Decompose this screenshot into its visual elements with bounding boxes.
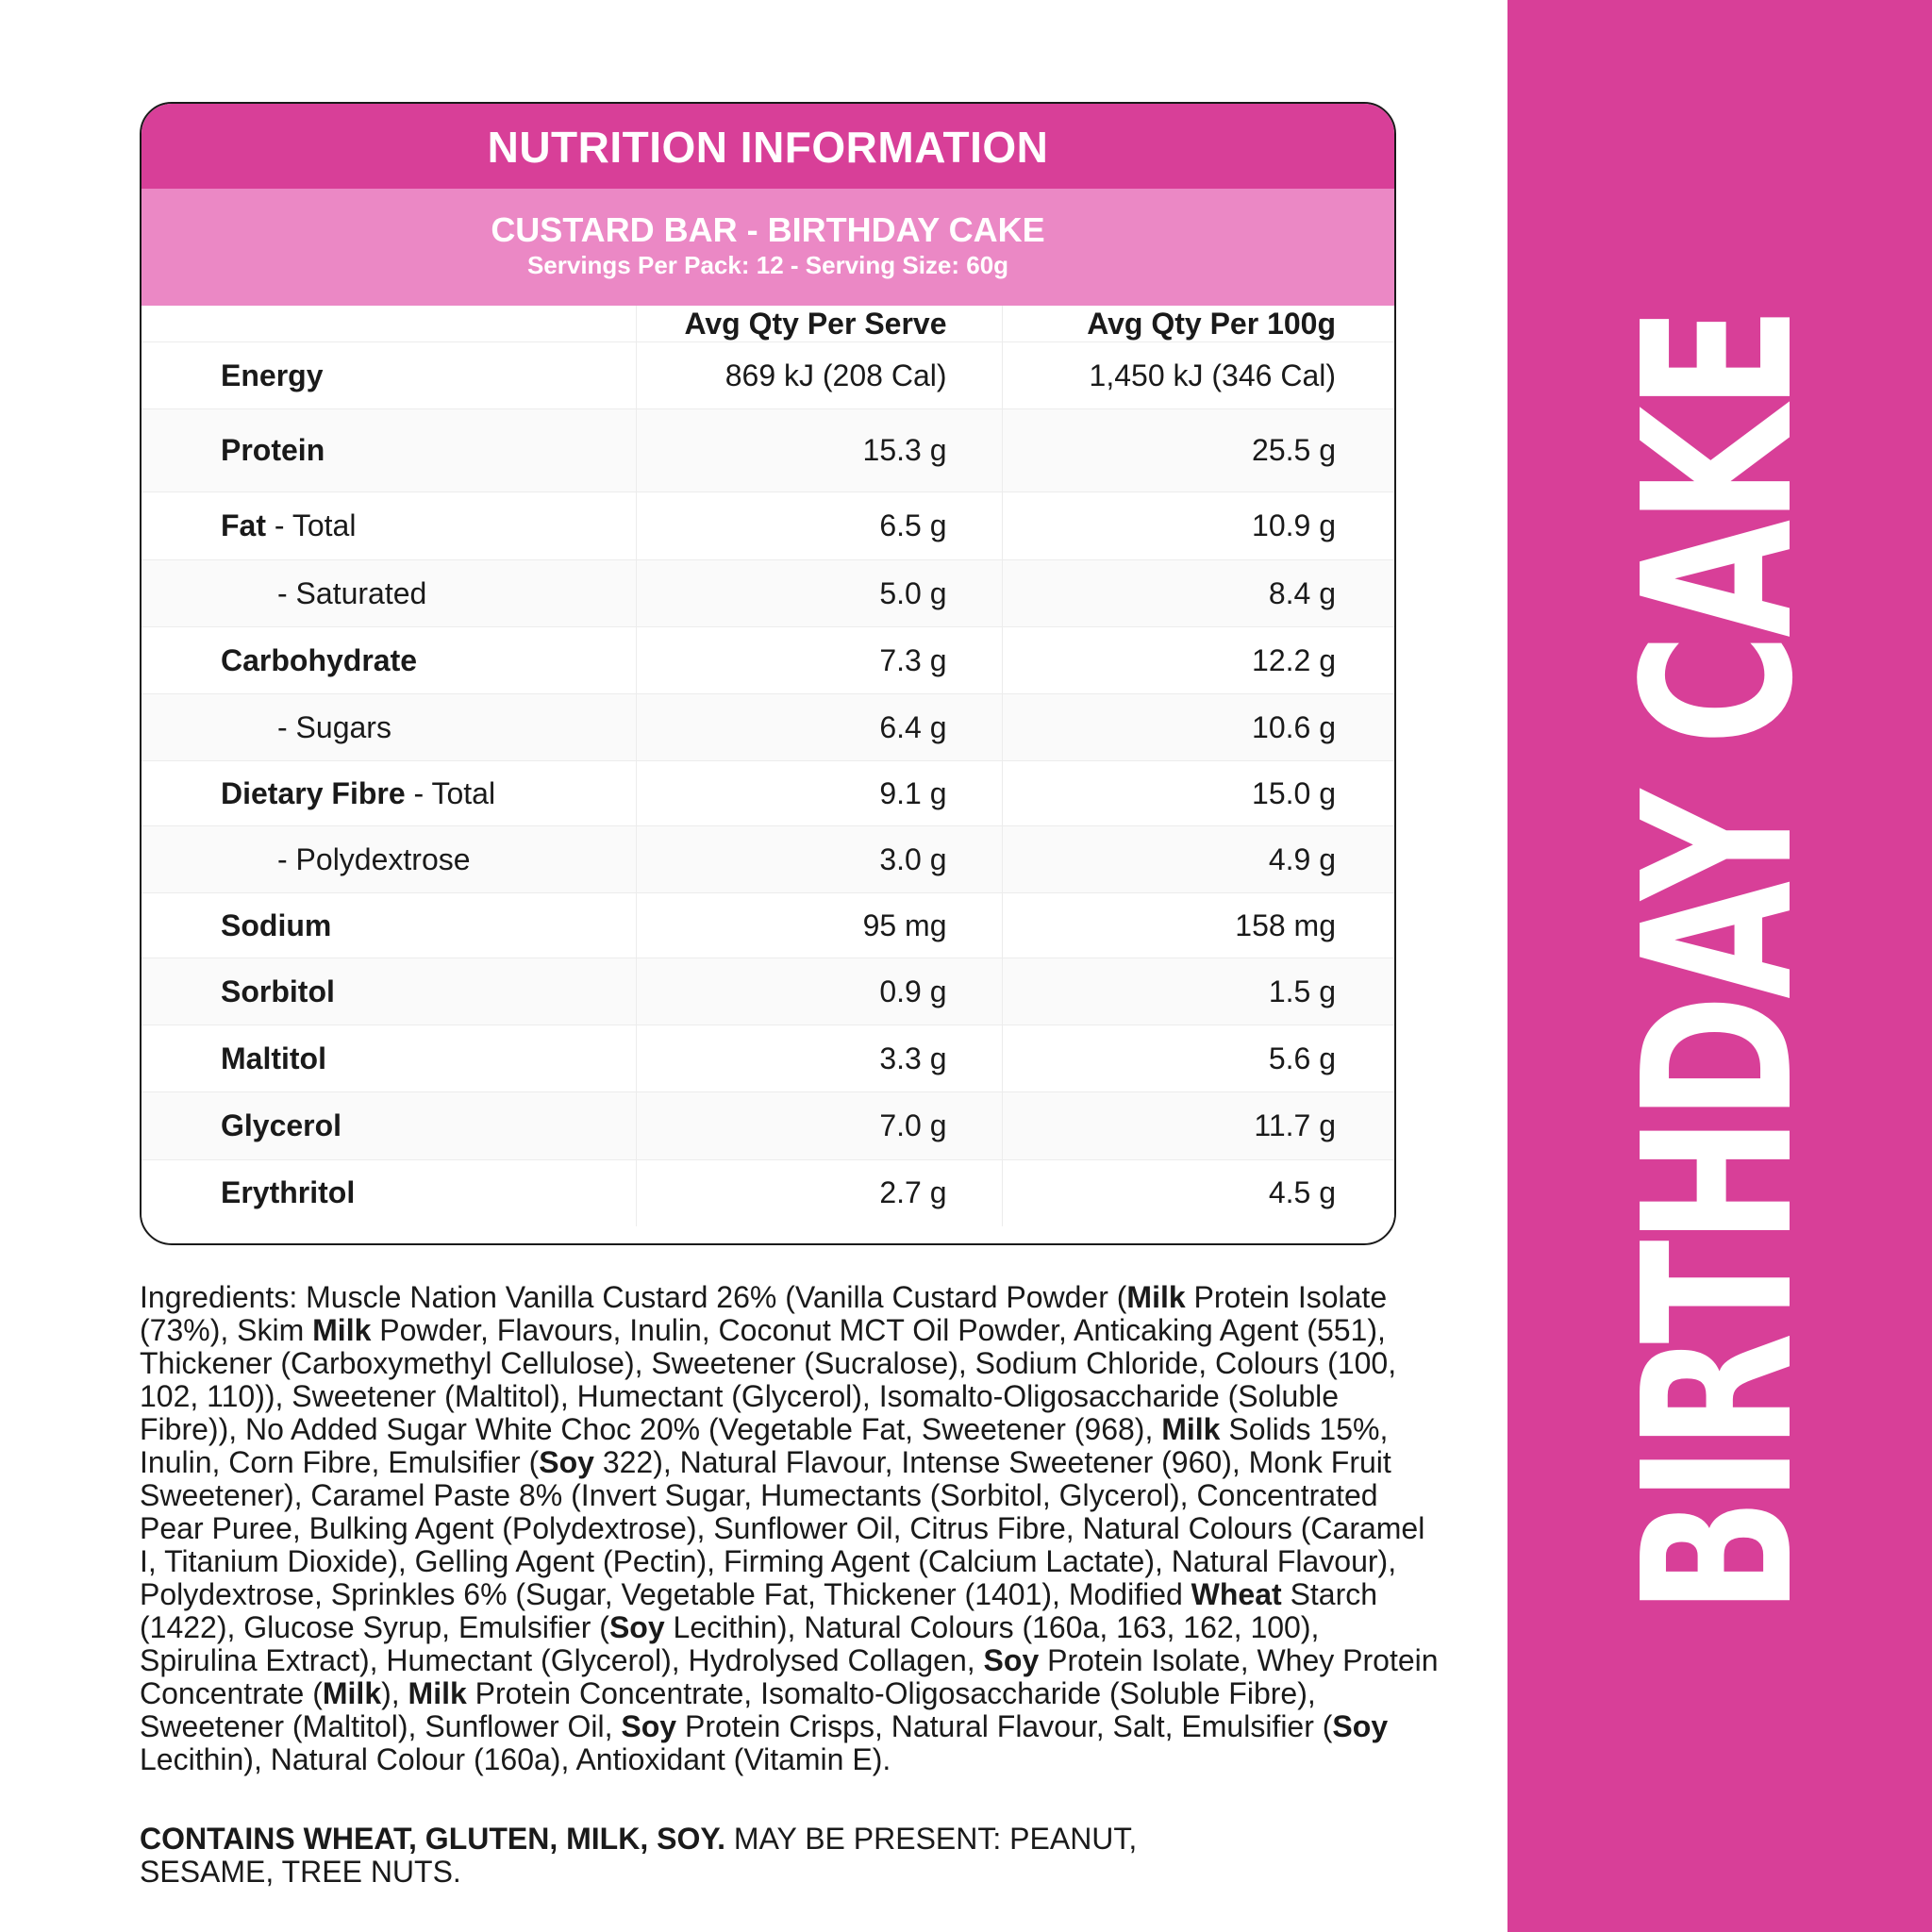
panel-title: NUTRITION INFORMATION (142, 104, 1394, 189)
value-per-serve: 6.5 g (636, 492, 1002, 560)
nutrient-row (142, 826, 1394, 893)
may-contain-allergens: MAY BE PRESENT: PEANUT, SESAME, TREE NUTS. (140, 1822, 1138, 1889)
nutrient-name (142, 627, 636, 694)
value-per-serve: 869 kJ (208 Cal) (636, 342, 1002, 409)
ingredient-segment: Protein Crisps, Natural Flavour, Salt, Emulsifier ( (676, 1709, 1333, 1743)
nutrient-name (142, 409, 636, 492)
nutrient-label: Protein (221, 433, 325, 467)
value-per-serve: 7.3 g (636, 627, 1002, 694)
ingredient-segment: Ingredients: Muscle Nation Vanilla Custard 26% (Vanilla Custard Powder ( (140, 1280, 1127, 1314)
nutrient-label: Energy (221, 358, 324, 392)
nutrient-name (142, 694, 636, 761)
nutrient-row (142, 560, 1394, 627)
nutrient-row (142, 893, 1394, 958)
nutrient-name (142, 1025, 636, 1092)
allergen-word: Milk (1161, 1412, 1221, 1446)
ingredient-segment: Protein Isolate, Whey Protein Concentrate ( (140, 1643, 1439, 1710)
ingredient-segment: Protein Concentrate, Isomalto-Oligosaccharide (Soluble Fibre), Sweetener (Maltitol), Sunflower Oil, (140, 1676, 1316, 1743)
nutrient-label: - Saturated (277, 575, 427, 610)
side-label: BIRTHDAY CAKE (1600, 309, 1839, 1615)
nutrient-label: Dietary Fibre (221, 775, 406, 810)
nutrient-label: Fat (221, 508, 266, 542)
allergen-word: Milk (312, 1313, 372, 1347)
nutrient-name (142, 560, 636, 627)
allergen-word: Milk (322, 1676, 382, 1710)
nutrient-suffix: - Total (405, 775, 496, 810)
value-per-100g: 25.5 g (1002, 409, 1394, 492)
value-per-serve: 6.4 g (636, 694, 1002, 761)
value-per-100g: 15.0 g (1002, 761, 1394, 826)
value-per-serve: 3.0 g (636, 826, 1002, 893)
allergen-word: Soy (983, 1643, 1040, 1677)
value-per-serve: 2.7 g (636, 1160, 1002, 1226)
header-per-serve: Avg Qty Per Serve (636, 306, 1002, 342)
allergen-word: Soy (621, 1709, 677, 1743)
allergen-word: Wheat (1191, 1577, 1282, 1611)
header-blank (142, 306, 636, 342)
nutrient-label: Glycerol (221, 1108, 342, 1142)
allergen-word: Milk (1126, 1280, 1186, 1314)
ingredient-segment: Starch (1422), Glucose Syrup, Emulsifier ( (140, 1577, 1378, 1644)
value-per-serve: 9.1 g (636, 761, 1002, 826)
nutrient-label: Maltitol (221, 1041, 326, 1075)
ingredient-segment: ), (381, 1676, 408, 1710)
value-per-100g: 4.9 g (1002, 826, 1394, 893)
servings-info: Servings Per Pack: 12 - Serving Size: 60g (526, 251, 1009, 279)
nutrient-row (142, 1092, 1394, 1160)
value-per-100g: 12.2 g (1002, 627, 1394, 694)
nutrition-panel (140, 102, 1396, 1245)
nutrient-row (142, 627, 1394, 694)
ingredient-segment: Lecithin), Natural Colours (160a, 163, 162, 100), Spirulina Extract), Humectant (Glycerol), Hydrolysed Collagen, (140, 1610, 1320, 1677)
product-name: CUSTARD BAR - BIRTHDAY CAKE (491, 210, 1045, 249)
value-per-100g: 5.6 g (1002, 1025, 1394, 1092)
ingredients-text (140, 1281, 1441, 1776)
nutrient-label: - Sugars (277, 709, 391, 744)
table-header-row (142, 306, 1394, 342)
nutrient-name (142, 342, 636, 409)
value-per-100g: 10.6 g (1002, 694, 1394, 761)
nutrient-label: Sorbitol (221, 974, 335, 1008)
value-per-serve: 7.0 g (636, 1092, 1002, 1160)
value-per-100g: 158 mg (1002, 893, 1394, 958)
ingredient-segment: 322), Natural Flavour, Intense Sweetener (960), Monk Fruit Sweetener), Caramel Paste 8% (Invert Sugar, Humectants (Sorbitol, Glycerol), Concentrated Pear Puree, Bulking Agent (Polydextrose), Sunflower Oil, Citrus Fibre, Natural Colours (Caramel I, Titanium Dioxide), Gelling Agent (Pectin), Firming Agent (Calcium Lactate), Natural Flavour), Polydextrose, Sprinkles 6% (Sugar, Vegetable Fat, Thickener (1401), Modified (140, 1445, 1425, 1611)
nutrient-row (142, 1025, 1394, 1092)
nutrient-row (142, 492, 1394, 560)
nutrient-row (142, 1160, 1394, 1226)
ingredient-segment: Powder, Flavours, Inulin, Coconut MCT Oil Powder, Anticaking Agent (551), Thickener (Carboxymethyl Cellulose), Sweetener (Sucralose), Sodium Chloride, Colours (100, 102, 110)), Sweetener (Maltitol), Humectant (Glycerol), Isomalto-Oligosaccharide (Soluble Fibre)), No Added Sugar White Choc 20% (Vegetable Fat, Sweetener (968), (140, 1313, 1397, 1446)
nutrient-name (142, 1092, 636, 1160)
value-per-100g: 10.9 g (1002, 492, 1394, 560)
value-per-serve: 0.9 g (636, 958, 1002, 1025)
value-per-100g: 11.7 g (1002, 1092, 1394, 1160)
nutrient-label: Sodium (221, 908, 332, 942)
nutrient-label: - Polydextrose (277, 841, 471, 876)
allergen-statement (140, 1823, 1272, 1889)
nutrient-row (142, 694, 1394, 761)
allergen-word: Soy (1332, 1709, 1389, 1743)
panel-subheader (142, 189, 1394, 306)
nutrient-name (142, 492, 636, 560)
ingredient-segment: Solids 15%, Inulin, Corn Fibre, Emulsifier ( (140, 1412, 1389, 1479)
nutrient-row (142, 342, 1394, 409)
nutrient-name (142, 893, 636, 958)
contains-allergens: CONTAINS WHEAT, GLUTEN, MILK, SOY. (140, 1822, 726, 1856)
nutrient-label: Carbohydrate (221, 642, 418, 677)
nutrient-row (142, 409, 1394, 492)
allergen-word: Soy (608, 1610, 665, 1644)
value-per-100g: 4.5 g (1002, 1160, 1394, 1226)
value-per-100g: 1,450 kJ (346 Cal) (1002, 342, 1394, 409)
value-per-serve: 3.3 g (636, 1025, 1002, 1092)
value-per-100g: 8.4 g (1002, 560, 1394, 627)
allergen-word: Milk (408, 1676, 467, 1710)
allergen-word: Soy (539, 1445, 594, 1479)
value-per-serve: 15.3 g (636, 409, 1002, 492)
nutrient-suffix: - Total (266, 508, 357, 542)
value-per-serve: 95 mg (636, 893, 1002, 958)
nutrient-label: Erythritol (221, 1175, 356, 1210)
nutrition-rows (142, 342, 1394, 1226)
nutrient-row (142, 761, 1394, 826)
nutrient-name (142, 958, 636, 1025)
value-per-serve: 5.0 g (636, 560, 1002, 627)
nutrient-name (142, 826, 636, 893)
nutrient-name (142, 761, 636, 826)
value-per-100g: 1.5 g (1002, 958, 1394, 1025)
ingredient-segment: Protein Isolate (73%), Skim (140, 1280, 1388, 1347)
header-per-100g: Avg Qty Per 100g (1002, 306, 1394, 342)
ingredient-segment: Lecithin), Natural Colour (160a), Antioxidant (Vitamin E). (140, 1742, 891, 1776)
nutrient-name (142, 1160, 636, 1226)
nutrition-table (142, 306, 1394, 1226)
nutrient-row (142, 958, 1394, 1025)
